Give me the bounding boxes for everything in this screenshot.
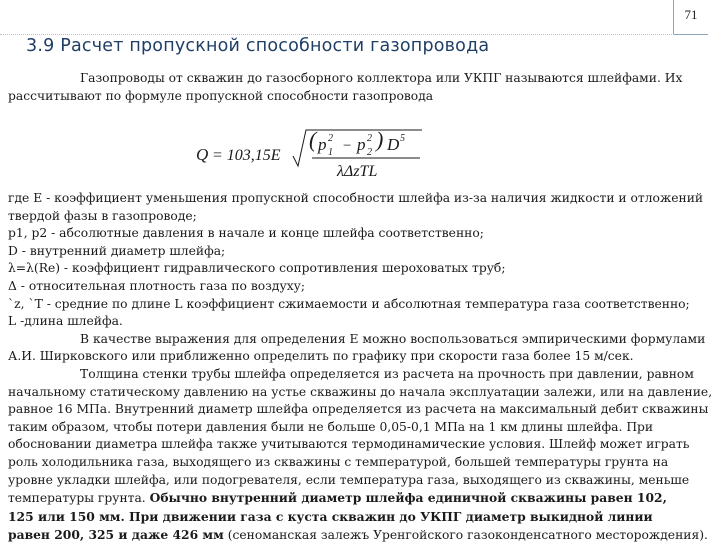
paragraph-line — [8, 526, 710, 545]
definition-line: `z, `T - средние по длине L коэффициент сжимаемости и абсолютная температура газа соответственно; — [8, 296, 690, 311]
intro-paragraph — [8, 70, 710, 105]
p1-symbol: p — [318, 135, 327, 154]
definition-line: D - внутренний диаметр шлейфа; — [8, 243, 226, 258]
definitions-block — [8, 190, 713, 545]
p2-index: 2 — [367, 147, 372, 158]
close-paren: ) — [376, 127, 384, 152]
paragraph-line — [8, 489, 710, 508]
p1-power: 2 — [328, 133, 333, 144]
p2-power: 2 — [367, 133, 372, 144]
bold-text: 125 или 150 мм. При движении газа с куста скважин до УКПГ диаметр выкидной линии — [8, 508, 653, 524]
intro-line: Газопроводы от скважин до газосборного коллектора или УКПГ называются шлейфами. Их — [80, 71, 683, 85]
definition-line: L -длина шлейфа. — [8, 314, 123, 329]
formula-denominator: λΔzTL — [337, 163, 378, 180]
paragraph-line: роль холодильника газа, выходящего из скважины с температурой, большей температуры грунта на — [8, 454, 669, 469]
p1-index: 1 — [328, 147, 333, 158]
definition-line: Δ - относительная плотность газа по воздуху; — [8, 278, 306, 293]
definition-line: λ=λ(Re) - коэффициент гидравлического сопротивления шероховатых труб; — [8, 261, 506, 276]
paragraph-line: Толщина стенки трубы шлейфа определяется из расчета на прочность при давлении, равном — [80, 366, 694, 381]
section-title: 3.9 Расчет пропускной способности газопровода — [26, 36, 490, 56]
plain-text: температуры грунта. — [8, 491, 150, 506]
plain-text: (сеноманская залежъ Уренгойского газоконденсатного месторождения). — [223, 528, 708, 543]
paragraph-line: начальному статическому давлению на устье скважины до начала эксплуатации залежи, или на давление, — [8, 384, 713, 399]
diameter-symbol: D — [387, 135, 400, 154]
paragraph-line: уровне укладки шлейфа, или подогревателя, если температура газа, выходящего из скважины, меньше — [8, 472, 690, 487]
page-number: 71 — [673, 0, 708, 35]
formula-coefficient: = 103,15E — [212, 147, 281, 164]
definition-line: p1, p2 - абсолютные давления в начале и конце шлейфа соответственно; — [8, 226, 484, 241]
paragraph-line: В качестве выражения для определения E можно воспользоваться эмпирическими формулами — [80, 331, 706, 346]
bold-text: Обычно внутренний диаметр шлейфа единичной скважины равен 102, — [149, 490, 667, 506]
definition-line: где E - коэффициент уменьшения пропускной способности шлейфа из-за наличия жидкости и отложений — [8, 191, 704, 205]
intro-line: рассчитывают по формуле пропускной способности газопровода — [8, 88, 434, 103]
definition-line: твердой фазы в газопроводе; — [8, 208, 197, 223]
minus-sign: − — [342, 138, 353, 154]
paragraph-line: обосновании диаметра шлейфа также учитываются термодинамические условия. Шлейф может играть — [8, 437, 690, 452]
formula-lhs: Q — [196, 145, 209, 164]
p2-symbol: p — [357, 135, 366, 154]
open-paren: ( — [309, 127, 317, 152]
paragraph-line: А.И. Ширковского или приближенно определить по графику при скорости газа более 15 м/сек. — [8, 349, 634, 364]
header-divider — [0, 34, 674, 35]
paragraph-line: таким образом, чтобы потери давления были не больше 0,05-0,1 МПа на 1 км длины шлейфа. При — [8, 419, 654, 434]
paragraph-line — [8, 508, 710, 527]
paragraph-line: равное 16 МПа. Внутренний диаметр шлейфа определяется из расчета на максимальный дебит скважины — [8, 402, 709, 417]
diameter-power: 5 — [400, 133, 405, 144]
throughput-formula — [196, 122, 436, 184]
bold-text: равен 200, 325 и даже 426 мм — [8, 527, 224, 543]
